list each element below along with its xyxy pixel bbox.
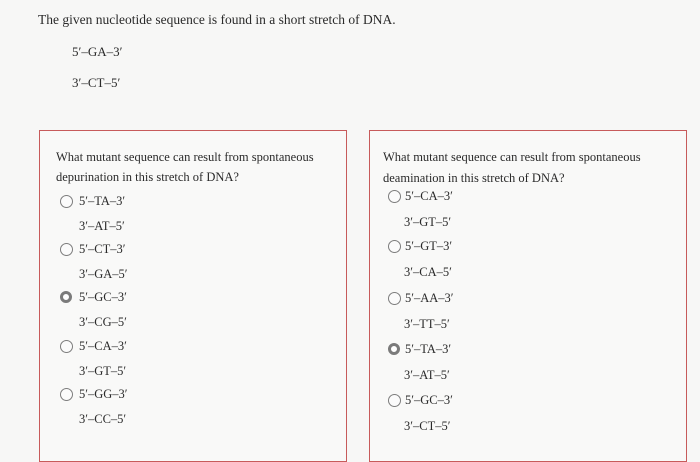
question-prompt-line-1: What mutant sequence can result from spontaneous: [56, 150, 314, 164]
question-prompt: [383, 147, 641, 189]
option-bottom-strand: 3′–TT–5′: [404, 317, 450, 331]
option-bottom-strand: 3′–GT–5′: [79, 364, 127, 378]
option-bottom-strand: 3′–CT–5′: [404, 419, 451, 433]
option-bottom-strand: 3′–AT–5′: [404, 368, 450, 382]
option-top-strand: 5′–GC–3′: [405, 393, 453, 407]
option-bottom-strand: 3′–CC–5′: [79, 412, 127, 426]
radio-button[interactable]: [388, 292, 401, 305]
option-top-strand: 5′–GT–3′: [405, 239, 453, 253]
question-prompt-line-2: depurination in this stretch of DNA?: [56, 170, 239, 184]
radio-button-selected[interactable]: [388, 343, 400, 355]
option-top-strand: 5′–GG–3′: [79, 387, 128, 401]
intro-text: The given nucleotide sequence is found in a short stretch of DNA.: [38, 12, 396, 27]
question-panel-deamination: [369, 130, 687, 462]
radio-button[interactable]: [60, 388, 73, 401]
option-top-strand: 5′–CA–3′: [405, 189, 453, 203]
option-bottom-strand: 3′–CA–5′: [404, 265, 452, 279]
option-bottom-strand: 3′–GA–5′: [79, 267, 128, 281]
option-top-strand: 5′–CA–3′: [79, 339, 127, 353]
option-bottom-strand: 3′–AT–5′: [79, 219, 125, 233]
radio-button[interactable]: [388, 394, 401, 407]
radio-button[interactable]: [388, 240, 401, 253]
option-top-strand: 5′–AA–3′: [405, 291, 454, 305]
question-prompt: [56, 147, 314, 187]
radio-button[interactable]: [60, 243, 73, 256]
question-panel-depurination: [39, 130, 347, 462]
question-prompt-line-2: deamination in this stretch of DNA?: [383, 171, 565, 185]
radio-button[interactable]: [388, 190, 401, 203]
option-top-strand: 5′–GC–3′: [79, 290, 127, 304]
option-top-strand: 5′–TA–3′: [79, 194, 126, 208]
given-sequence-top: 5′–GA–3′: [72, 44, 123, 59]
option-bottom-strand: 3′–CG–5′: [79, 315, 127, 329]
question-prompt-line-1: What mutant sequence can result from spontaneous: [383, 150, 641, 164]
radio-button-selected[interactable]: [60, 291, 72, 303]
option-top-strand: 5′–CT–3′: [79, 242, 126, 256]
radio-button[interactable]: [60, 340, 73, 353]
option-top-strand: 5′–TA–3′: [405, 342, 452, 356]
given-sequence-bottom: 3′–CT–5′: [72, 75, 121, 90]
radio-button[interactable]: [60, 195, 73, 208]
option-bottom-strand: 3′–GT–5′: [404, 215, 452, 229]
